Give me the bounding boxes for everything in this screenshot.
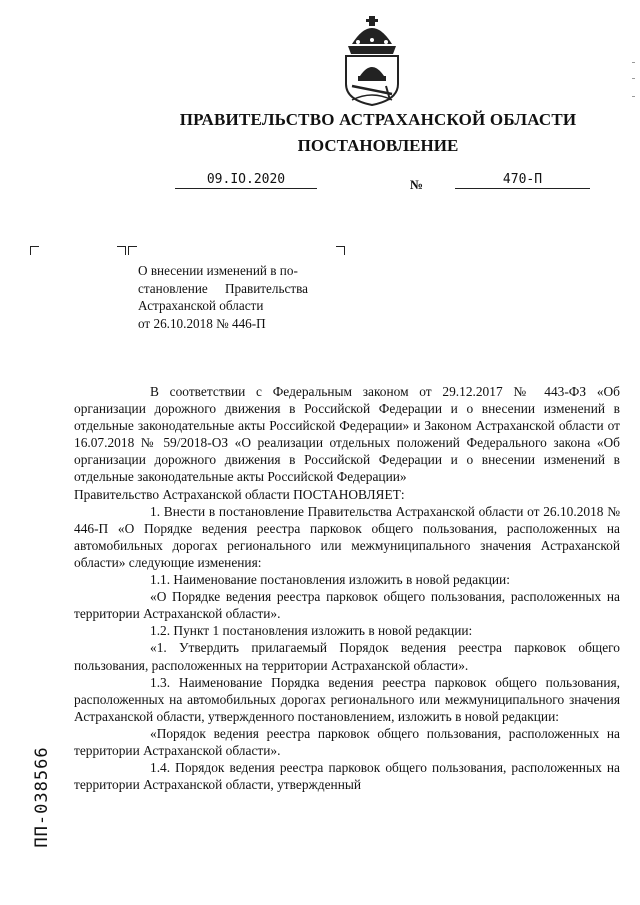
corner-mark <box>336 246 345 255</box>
subject-line: О внесении изменений в по- <box>138 263 298 278</box>
corner-mark <box>117 246 126 255</box>
corner-mark <box>128 246 137 255</box>
paragraph: 1.2. Пункт 1 постановления изложить в новой редакции: <box>150 623 473 639</box>
paragraph: 1. Внести в постановление Правительства Астраханской области от 26.10.2018 № 446-П «О Порядке ведения реестра парковок общего пользования, расположенных на автомобильных дорогах регионального или межмуниципального значения Астраханской области» следующие изменения: <box>74 503 620 570</box>
paragraph: 1.4. Порядок ведения реестра парковок общего пользования, расположенных на территории Астраханской области, утвержденный <box>74 760 620 793</box>
paragraph: 1.1. Наименование постановления изложить в новой редакции: <box>150 572 510 588</box>
number-sign: № <box>410 177 424 192</box>
corner-mark <box>30 246 39 255</box>
paragraph: 1.3. Наименование Порядка ведения реестра парковок общего пользования, расположенных на автомобильных дорогах регионального или межмуниципального значения Астраханской области, утвержденного постановлением, изложить в новой редакции: <box>74 674 620 724</box>
subject-line: от 26.10.2018 № 446-П <box>138 315 266 331</box>
margin-tick <box>632 62 635 63</box>
stamp-number: ПП-038566 <box>32 746 52 848</box>
margin-tick <box>632 78 635 79</box>
coat-of-arms-emblem <box>338 14 406 106</box>
paragraph: «Порядок ведения реестра парковок общего пользования, расположенных на территории Астраханской области». <box>74 725 620 758</box>
organization-title: ПРАВИТЕЛЬСТВО АСТРАХАНСКОЙ ОБЛАСТИ <box>179 110 577 129</box>
document-type-title: ПОСТАНОВЛЕНИЕ <box>297 136 459 155</box>
document-subject <box>138 262 340 332</box>
margin-tick <box>632 96 635 97</box>
document-number: 470-П <box>455 172 590 189</box>
subject-line: становление Правительства <box>138 280 309 296</box>
subject-line: Астраханской области <box>138 298 264 313</box>
paragraph: «О Порядке ведения реестра парковок общего пользования, расположенных на территории Астраханской области». <box>74 589 620 622</box>
registration-stamp <box>22 735 62 855</box>
document-body <box>74 383 620 793</box>
document-date: 09.IO.2020 <box>175 172 317 189</box>
paragraph: В соответствии с Федеральным законом от 29.12.2017 № 443-ФЗ «Об организации дорожного движения в Российской Федерации и о внесении изменений в отдельные законодательные акты Российской Федерации» и Законом Астраханской области от 16.07.2018 № 59/2018-ОЗ «О реализации отдельных положений Федерального закона «Об организации дорожного движения в Российской Федерации и о внесении изменений в отдельные законодательные акты Российской Федерации» <box>74 384 620 485</box>
paragraph: «1. Утвердить прилагаемый Порядок ведения реестра парковок общего пользования, расположенных на территории Астраханской области». <box>74 640 620 673</box>
paragraph: Правительство Астраханской области ПОСТАНОВЛЯЕТ: <box>74 486 405 502</box>
